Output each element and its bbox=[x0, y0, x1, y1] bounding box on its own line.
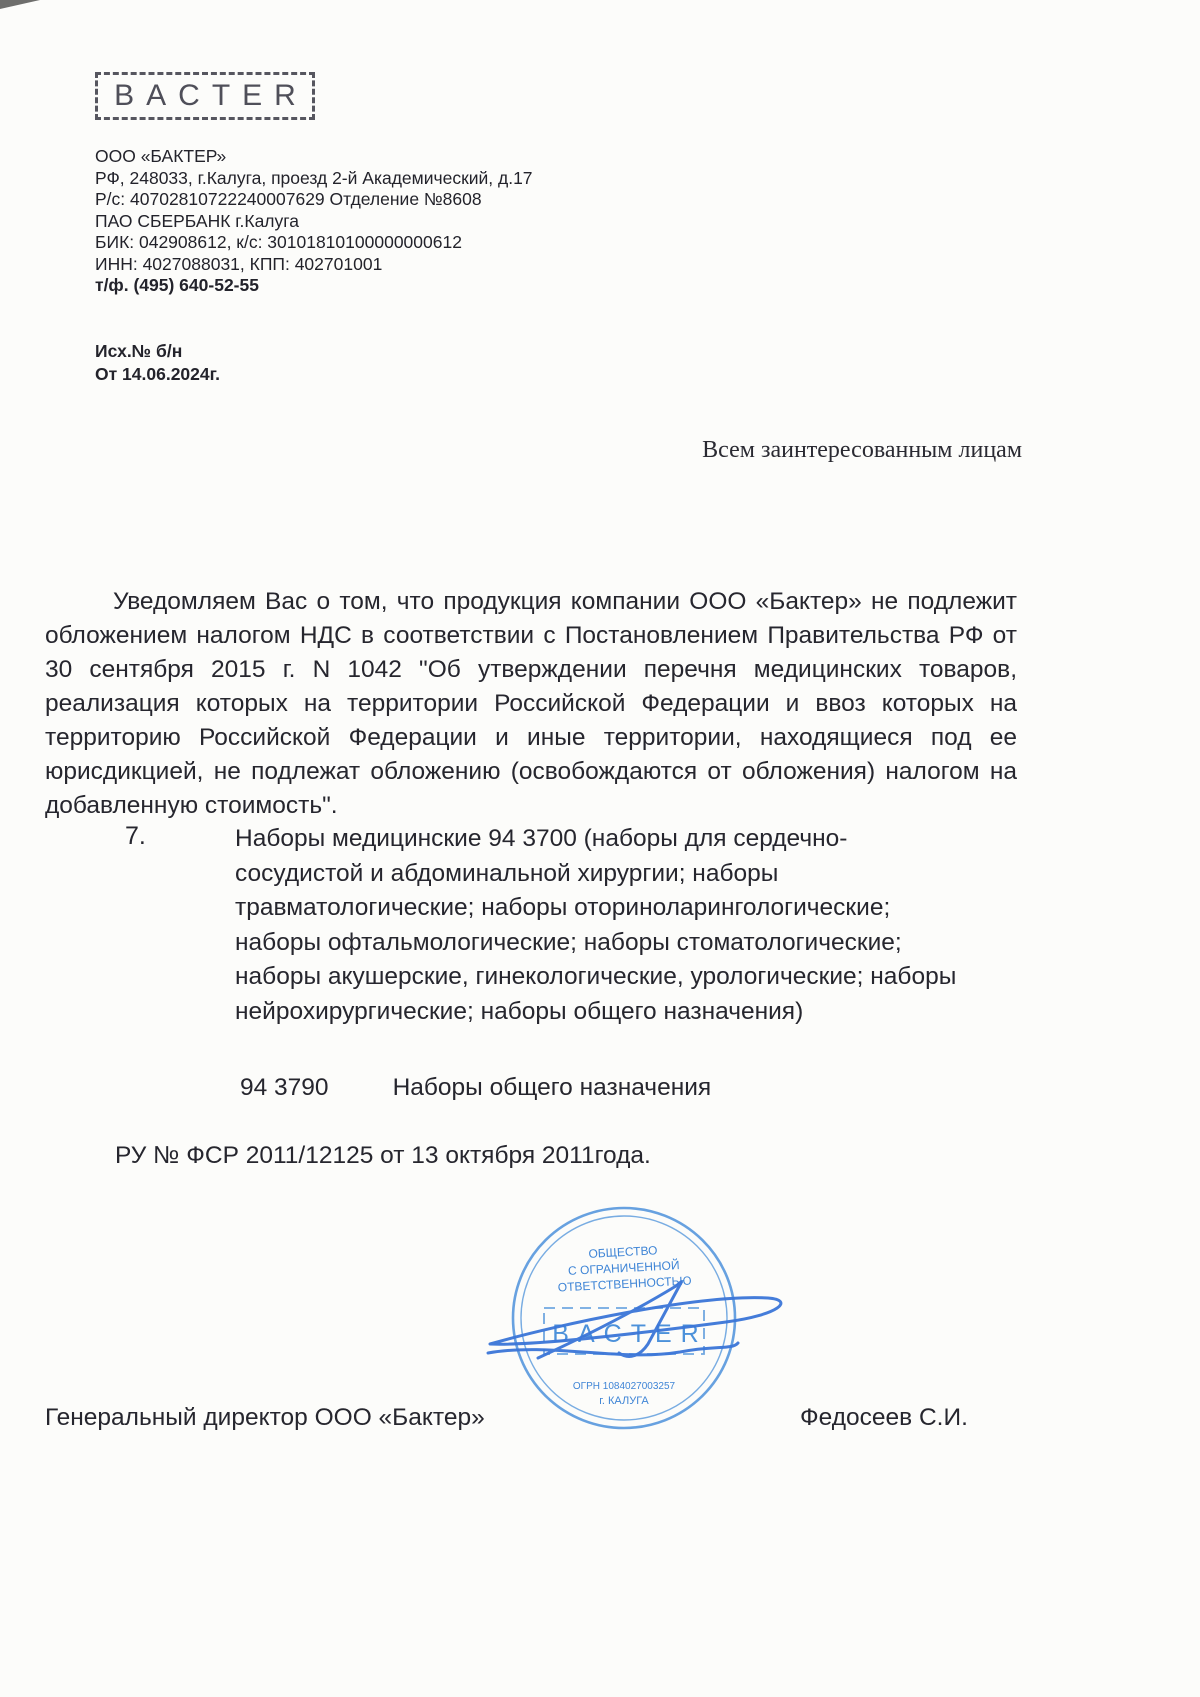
company-address: РФ, 248033, г.Калуга, проезд 2-й Академический, д.17 bbox=[95, 167, 533, 188]
company-inn-kpp: ИНН: 4027088031, КПП: 402701001 bbox=[95, 253, 383, 274]
stamp-ogrn: ОГРН 1084027003257 bbox=[572, 1381, 676, 1392]
outgoing-ref bbox=[95, 340, 220, 386]
list-item-text: Наборы медицинские 94 3700 (наборы для сердечно-сосудистой и абдоминальной хирургии; наборы травматологические; наборы оториноларингологические; наборы офтальмологические; наборы стоматологические; наборы акушерские, гинекологические, урологические; наборы нейрохирургические; наборы общего назначения) bbox=[235, 825, 957, 1025]
director-name: Федосеев С.И. bbox=[800, 1404, 968, 1431]
scan-artifact-corner bbox=[0, 0, 40, 9]
product-code-line bbox=[240, 1074, 711, 1102]
director-title: Генеральный директор ООО «Бактер» bbox=[45, 1404, 485, 1431]
company-account: Р/с: 40702810722240007629 Отделение №8608 bbox=[95, 189, 482, 209]
stamp-top-line2: С ОГРАНИЧЕННОЙ bbox=[567, 1258, 680, 1278]
list-item-7 bbox=[125, 822, 975, 1029]
company-logo bbox=[95, 72, 315, 120]
company-requisites bbox=[95, 146, 533, 297]
stamp-city: г. КАЛУГА bbox=[599, 1395, 649, 1407]
list-item-number: 7. bbox=[125, 822, 146, 850]
stamp-top-line3: ОТВЕТСТВЕННОСТЬЮ bbox=[557, 1273, 692, 1295]
registration-certificate-line: РУ № ФСР 2011/12125 от 13 октября 2011года. bbox=[115, 1142, 651, 1169]
addressee-line: Всем заинтересованным лицам bbox=[702, 437, 1022, 463]
company-stamp bbox=[480, 1192, 820, 1452]
main-paragraph: Уведомляем Вас о том, что продукция компании ООО «Бактер» не подлежит обложением налогом НДС в соответствии с Постановлением Правительства РФ от 30 сентября 2015 г. N 1042 "Об утверждении перечня медицинских товаров, реализация которых на территории Российской Федерации и ввоз которых на территорию Российской Федерации и иные территории, находящиеся под ее юрисдикцией, не подлежат обложению (освобождаются от обложения) налогом на добавленную стоимость". bbox=[45, 587, 1017, 819]
stamp-top-line1: ОБЩЕСТВО bbox=[588, 1243, 658, 1261]
company-bik: БИК: 042908612, к/с: 30101810100000000612 bbox=[95, 232, 462, 252]
product-code: 94 3790 bbox=[240, 1074, 329, 1101]
stamp-logo-text: BACTER bbox=[552, 1320, 708, 1348]
company-bank: ПАО СБЕРБАНК г.Калуга bbox=[95, 210, 300, 231]
product-code-label: Наборы общего назначения bbox=[392, 1074, 712, 1101]
company-logo-text: BACTER bbox=[114, 79, 308, 112]
ref-number: Исх.№ б/н bbox=[95, 341, 183, 361]
company-phone: т/ф. (495) 640-52-55 bbox=[95, 275, 259, 295]
company-name: ООО «БАКТЕР» bbox=[95, 146, 227, 166]
ref-date: От 14.06.2024г. bbox=[95, 364, 221, 384]
